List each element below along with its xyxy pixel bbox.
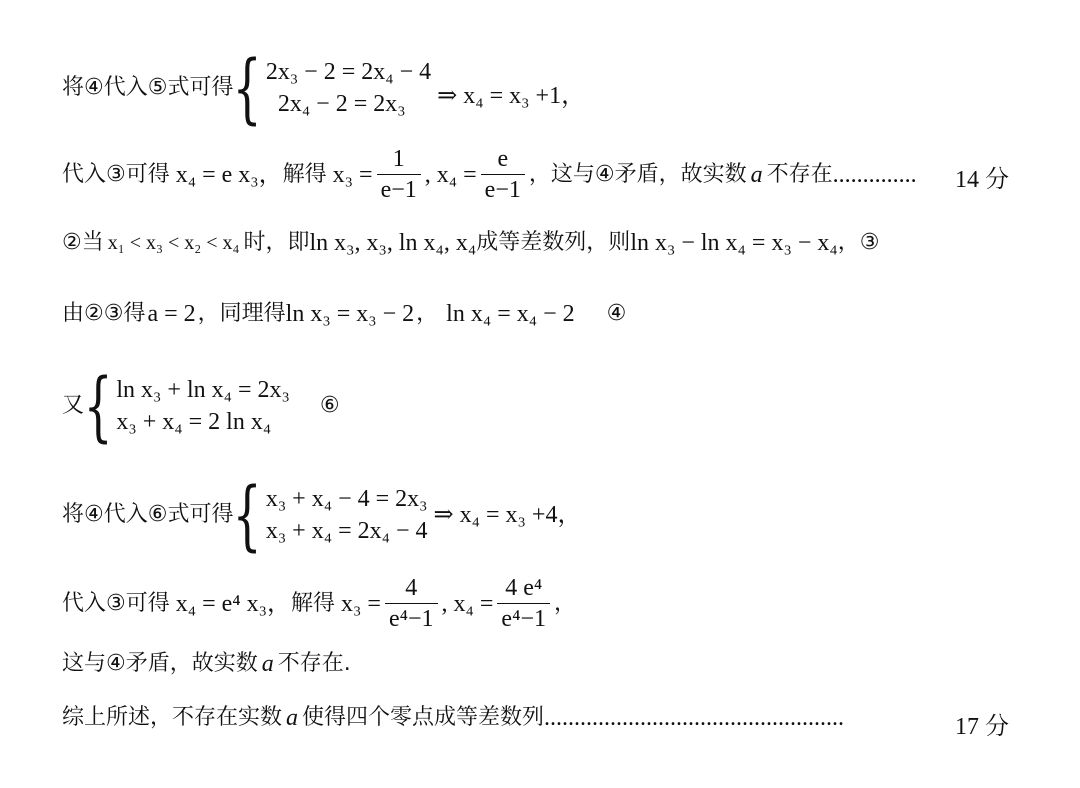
left-brace: { — [233, 43, 263, 132]
left-brace: { — [83, 361, 113, 450]
equation: 2x₃ − 2 = 2x₄ − 4 — [265, 59, 432, 85]
equation: x₄ = e x₃， — [175, 161, 283, 188]
line-substitute-4-into-5 — [62, 43, 586, 132]
line-text: 综上所述，不存在实数 — [62, 705, 283, 730]
variable: a — [750, 161, 763, 188]
fraction — [497, 576, 550, 631]
line-text: 由②③得 — [62, 301, 146, 326]
line-text: 将④代入⑤式可得 — [62, 75, 234, 100]
equation: x₁ < x₃ < x₂ < x₄ — [107, 232, 240, 254]
equation: x₃ + x₄ − 4 = 2x₃ — [265, 486, 428, 512]
equation: x₃ = — [332, 161, 373, 188]
left-brace: { — [233, 470, 263, 559]
equation-system — [116, 378, 290, 434]
line-text: 成等差数列，则 — [476, 230, 631, 255]
equation: x₃ + x₄ = 2 ln x₄ — [116, 409, 272, 435]
equation: x₃ + x₄ = 2x₄ − 4 — [265, 518, 428, 544]
line-text: 不存在 — [766, 161, 833, 187]
line-again-system — [62, 361, 340, 450]
line-text: 将④代入⑥式可得 — [62, 502, 234, 527]
equation: ln x₃ + ln x₄ = 2x₃ — [116, 377, 290, 403]
fraction — [377, 147, 421, 202]
line-text: ，③ — [837, 230, 880, 255]
fraction-denominator: e−1 — [481, 174, 525, 202]
line-substitute-4-into-6 — [62, 470, 582, 559]
equation-system — [266, 60, 431, 116]
line-text: ， — [416, 301, 439, 326]
line-text: 这与④矛盾，故实数 — [62, 651, 258, 676]
score-label: 17 分 — [955, 714, 1009, 740]
line-text: 又 — [62, 393, 85, 418]
line-text: 解得 — [282, 161, 327, 187]
line-text: ②当 — [62, 230, 104, 255]
fraction-numerator: 4 e⁴ — [505, 575, 543, 601]
equation: , x₄ = — [441, 590, 494, 617]
variable: a — [261, 651, 274, 677]
line-text: 时，即 — [243, 230, 310, 255]
fraction-numerator: 1 — [392, 146, 405, 172]
line-text: ， — [553, 590, 576, 616]
line-text: 代入③可得 — [62, 590, 170, 616]
equation-result: ⇒ x₄ = x₃ +1， — [437, 83, 586, 109]
fraction — [481, 147, 525, 202]
line-substitute-3-case1 — [62, 147, 917, 202]
equation: ln x₃ − ln x₄ = x₃ − x₄ — [630, 230, 838, 256]
line-text: 不存在. — [277, 651, 351, 676]
line-case-2 — [62, 231, 879, 255]
equation: x₃ = — [341, 590, 381, 617]
equation-result: ⇒ x₄ = x₃ +4， — [433, 502, 582, 528]
equation: x₄ = e⁴ x₃， — [175, 590, 292, 617]
fraction-numerator: 4 — [405, 575, 418, 601]
fraction-denominator: e⁴−1 — [385, 603, 438, 631]
fraction-numerator: e — [497, 146, 509, 172]
line-text: ，这与④矛盾，故实数 — [528, 161, 747, 187]
fraction — [385, 576, 438, 631]
dot-leader: .............. — [832, 161, 917, 188]
equation: ln x₃ = x₃ − 2 — [285, 301, 415, 327]
line-contradiction — [62, 652, 351, 676]
line-substitute-3-case2 — [62, 576, 576, 631]
score-label: 14 分 — [955, 167, 1009, 193]
equation: 2x₄ − 2 = 2x₃ — [277, 91, 406, 117]
equation: ln x₃, x₃, ln x₄, x₄ — [309, 230, 477, 256]
equation: ln x₄ = x₄ − 2 — [446, 301, 575, 327]
line-text: 解得 — [291, 590, 336, 616]
fraction-denominator: e⁴−1 — [497, 603, 550, 631]
equation-number: ⑥ — [319, 393, 340, 418]
line-text: 使得四个零点成等差数列 — [302, 705, 545, 730]
variable: a — [286, 705, 299, 731]
line-text: 代入③可得 — [62, 161, 170, 187]
equation: , x₄ = — [424, 161, 477, 188]
equation-system — [266, 487, 428, 543]
line-conclusion — [62, 706, 844, 730]
dot-leader: .................................................. — [544, 705, 845, 731]
equation: a = 2 — [147, 301, 196, 327]
fraction-denominator: e−1 — [377, 174, 421, 202]
line-from-2-3 — [62, 302, 626, 326]
line-text: ，同理得 — [197, 301, 286, 326]
equation-number: ④ — [606, 301, 627, 326]
